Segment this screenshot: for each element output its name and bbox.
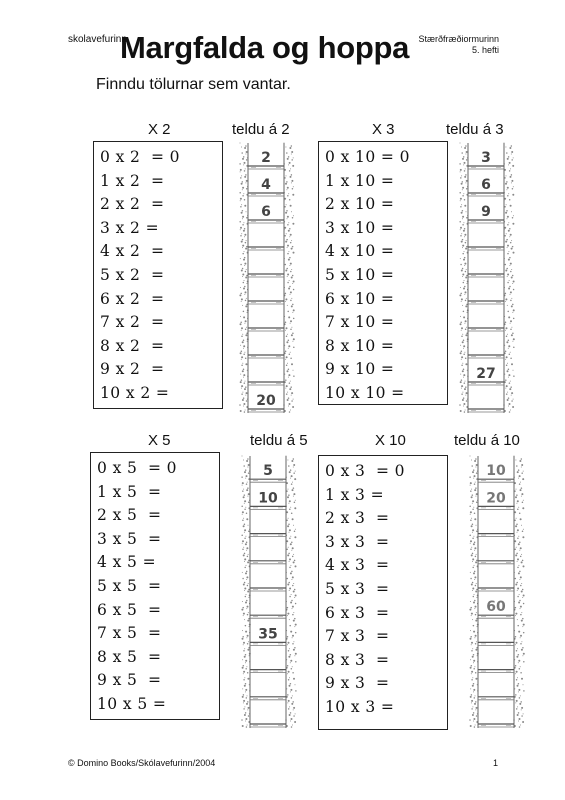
page-number: 1: [493, 758, 499, 768]
ladder-rung: [478, 642, 514, 645]
ladder-rung: [478, 534, 514, 537]
ladder-rung: [250, 506, 286, 509]
ladder-rung: [250, 588, 286, 591]
ladder-rail: [239, 143, 249, 414]
rung-number: 60: [486, 599, 506, 616]
rung-number: 10: [486, 463, 506, 480]
series-name: [418, 34, 499, 56]
equation-line[interactable]: 2 x 3 =: [325, 509, 390, 528]
equation-line[interactable]: 8 x 2 =: [100, 336, 165, 355]
equation-line[interactable]: 10 x 5 =: [97, 694, 167, 713]
rung-number: 5: [263, 463, 273, 480]
counting-ladder: [238, 143, 296, 413]
rung-number: 4: [261, 177, 271, 193]
equation-line[interactable]: 10 x 2 =: [100, 383, 170, 402]
table-heading: X 3: [372, 121, 395, 138]
multiplication-table: [93, 141, 223, 409]
ladder-rung: [250, 724, 286, 727]
equation-line[interactable]: 4 x 10 =: [325, 242, 395, 261]
multiplication-table: [318, 455, 448, 730]
rung-number: 27: [476, 366, 496, 382]
rung-number: 10: [258, 490, 278, 507]
ladder-heading: teldu á 3: [446, 121, 504, 138]
equation-line[interactable]: 10 x 3 =: [325, 697, 395, 716]
equation-line[interactable]: 7 x 2 =: [100, 313, 165, 332]
ladder-rail: [241, 456, 251, 729]
equation-line: 0 x 5 = 0: [97, 459, 177, 477]
ladder-rail: [469, 456, 479, 729]
equation-line[interactable]: 3 x 10 =: [325, 218, 395, 237]
equation-line[interactable]: 4 x 2 =: [100, 242, 165, 261]
ladder-heading: teldu á 5: [250, 432, 308, 449]
ladder-rung: [248, 382, 284, 385]
ladder-rung: [468, 247, 504, 250]
ladder-rung: [248, 193, 284, 196]
equation-line[interactable]: 4 x 3 =: [325, 556, 390, 575]
ladder-rail: [513, 456, 525, 729]
copyright: © Domino Books/Skólavefurinn/2004: [68, 758, 216, 768]
table-heading: X 2: [148, 121, 171, 138]
ladder-rung: [468, 166, 504, 169]
issue-number: 5. hefti: [471, 45, 499, 55]
ladder-rung: [468, 409, 504, 412]
ladder-rung: [478, 697, 514, 700]
equation-line[interactable]: 8 x 3 =: [325, 650, 390, 669]
rung-number: 2: [261, 150, 271, 166]
equation-line[interactable]: 6 x 10 =: [325, 289, 395, 308]
equation-line[interactable]: 7 x 5 =: [97, 624, 162, 643]
ladder-rung: [468, 220, 504, 223]
equation-line[interactable]: 5 x 3 =: [325, 579, 390, 598]
ladder-rung: [250, 615, 286, 618]
rung-number: 20: [256, 393, 276, 409]
equation-line[interactable]: 9 x 3 =: [325, 674, 390, 693]
equation-line[interactable]: 1 x 10 =: [325, 171, 395, 190]
rung-number: 6: [481, 177, 491, 193]
equation-line[interactable]: 3 x 3 =: [325, 532, 390, 551]
ladder-rung: [250, 479, 286, 482]
ladder-rung: [250, 561, 286, 564]
ladder-rung: [250, 642, 286, 645]
ladder-heading: teldu á 2: [232, 121, 290, 138]
site-name: skolavefurinn: [68, 34, 127, 45]
equation-line[interactable]: 3 x 5 =: [97, 529, 162, 548]
ladder-rung: [468, 328, 504, 331]
ladder-rung: [478, 724, 514, 727]
ladder-rail: [459, 143, 469, 414]
equation-line[interactable]: 6 x 2 =: [100, 289, 165, 308]
instructions: Finndu tölurnar sem vantar.: [96, 76, 291, 93]
ladder-rung: [468, 274, 504, 277]
equation-line[interactable]: 9 x 2 =: [100, 360, 165, 379]
ladder-rung: [248, 166, 284, 169]
equation-line[interactable]: 5 x 2 =: [100, 265, 165, 284]
equation-line[interactable]: 2 x 5 =: [97, 506, 162, 525]
equation-line[interactable]: 7 x 3 =: [325, 627, 390, 646]
ladder-rung: [248, 247, 284, 250]
counting-ladder: [240, 456, 298, 728]
ladder-rung: [478, 479, 514, 482]
equation-line[interactable]: 5 x 5 =: [97, 576, 162, 595]
multiplication-table: [90, 452, 220, 720]
equation-line[interactable]: 2 x 10 =: [325, 195, 395, 214]
table-heading: X 5: [148, 432, 171, 449]
equation-line[interactable]: 8 x 10 =: [325, 336, 395, 355]
equation-line[interactable]: 10 x 10 =: [325, 383, 405, 402]
table-heading: X 10: [375, 432, 406, 449]
rung-number: 6: [261, 204, 271, 220]
ladder-rung: [248, 409, 284, 412]
equation-line[interactable]: 6 x 3 =: [325, 603, 390, 622]
equation-line[interactable]: 4 x 5 =: [97, 553, 157, 572]
multiplication-table: [318, 141, 448, 405]
ladder-rung: [478, 615, 514, 618]
ladder-rung: [478, 506, 514, 509]
counting-ladder: [458, 143, 516, 413]
equation-line: 0 x 3 = 0: [325, 462, 405, 480]
ladder-heading: teldu á 10: [454, 432, 520, 449]
ladder-rung: [248, 274, 284, 277]
equation-line[interactable]: 1 x 2 =: [100, 171, 165, 190]
equation-line[interactable]: 6 x 5 =: [97, 600, 162, 619]
ladder-rung: [468, 301, 504, 304]
ladder-rail: [503, 143, 515, 414]
ladder-rail: [283, 143, 295, 414]
equation-line[interactable]: 8 x 5 =: [97, 647, 162, 666]
equation-line[interactable]: 5 x 10 =: [325, 265, 395, 284]
equation-line[interactable]: 9 x 10 =: [325, 360, 395, 379]
ladder-rung: [248, 355, 284, 358]
equation-line[interactable]: 1 x 3 =: [325, 485, 385, 504]
series-title: Stærðfræðiormurinn: [418, 34, 499, 44]
rung-number: 20: [486, 490, 506, 507]
ladder-rung: [248, 328, 284, 331]
counting-ladder: [468, 456, 526, 728]
equation-line[interactable]: 7 x 10 =: [325, 313, 395, 332]
equation-line[interactable]: 2 x 2 =: [100, 195, 165, 214]
ladder-rung: [468, 355, 504, 358]
equation-line: 0 x 10 = 0: [325, 148, 410, 166]
rung-number: 3: [481, 150, 491, 166]
rung-number: 35: [258, 626, 278, 643]
ladder-rung: [250, 534, 286, 537]
ladder-rung: [250, 697, 286, 700]
equation-line: 0 x 2 = 0: [100, 148, 180, 166]
ladder-rung: [248, 220, 284, 223]
ladder-rung: [250, 670, 286, 673]
ladder-rung: [478, 670, 514, 673]
equation-line[interactable]: 3 x 2 =: [100, 218, 160, 237]
page-title: Margfalda og hoppa: [120, 30, 410, 65]
rung-number: 9: [481, 204, 491, 220]
equation-line[interactable]: 9 x 5 =: [97, 671, 162, 690]
equation-line[interactable]: 1 x 5 =: [97, 482, 162, 501]
ladder-rung: [468, 382, 504, 385]
ladder-rung: [248, 301, 284, 304]
ladder-rail: [285, 456, 297, 729]
ladder-rung: [478, 561, 514, 564]
ladder-rung: [468, 193, 504, 196]
ladder-rung: [478, 588, 514, 591]
